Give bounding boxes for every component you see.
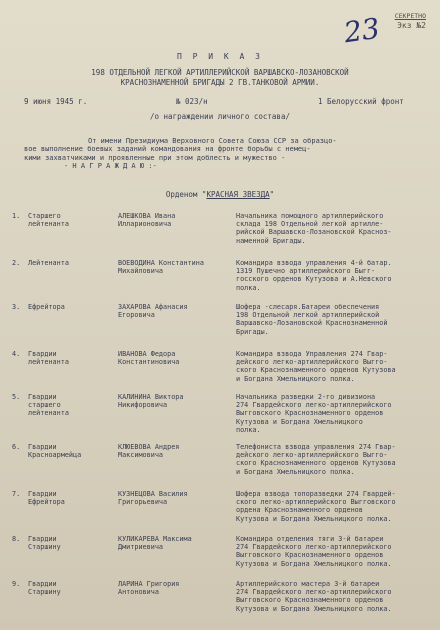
award-prefix: Орденом ": [165, 190, 207, 199]
secrecy-label: СЕКРЕТНО: [394, 12, 426, 20]
entry-description: Командира отделения тяги 3-й батареи 274 Гвардейского легко-артиллерийского Выгговского Краснознаменного орденов Кутузова и Богдана Хмельницкого полка.: [236, 535, 392, 568]
organization-line-1: 198 ОТДЕЛЬНОЙ ЛЕГКОЙ АРТИЛЛЕРИЙСКОЙ ВАРШАВСКО-ЛОЗАНОВСКОЙ: [91, 68, 349, 77]
entry-rank: Лейтенанта: [28, 259, 69, 267]
entry-name: КЛЮЕВОВА Андрея Максимовича: [118, 443, 180, 460]
order-subject: /о награждении личного состава/: [150, 112, 290, 121]
entry-name: КУЗНЕЦОВА Василия Григорьевича: [118, 490, 188, 507]
entry-number: 4.: [12, 350, 21, 358]
entry-number: 7.: [12, 490, 21, 498]
entry-description: Начальника разведки 2-го дивизиона 274 Гвардейского легко-артиллерийского Выгговского Краснознаменного орденов Кутузова и Богдана Хмельницкого полка.: [236, 393, 392, 434]
order-number: № 023/н: [176, 97, 208, 106]
entry-description: Командира взвода Управления 274 Гвар- дейского легко-артиллерийского Выгго- ского Краснознаменного орденов Кутузова и Богдана Хмельницкого полка.: [236, 350, 396, 383]
front-name: 1 Белорусский фронт: [318, 97, 404, 106]
entry-description: Начальника помощного артиллерийского склада 198 Отдельной легкой артилле- рийской Варшавско-Лозановской Красноз- наменной Бригады.: [236, 212, 392, 245]
intro-line: вое выполнение боевых заданий командования на фронте борьбы с немец-: [24, 145, 311, 154]
handwritten-page-number: 23: [342, 11, 383, 50]
entry-rank: Гвардии Ефрейтора: [28, 490, 65, 507]
intro-line: - Н А Г Р А Ж Д А Ю :-: [64, 162, 157, 171]
entry-rank: Гвардии Старшину: [28, 535, 61, 552]
entry-number: 6.: [12, 443, 21, 451]
entry-rank: Гвардии Старшину: [28, 580, 61, 597]
intro-line: кими захватчиками и проявленные при этом доблесть и мужество -: [24, 153, 286, 162]
entry-description: Командира взвода управления 4-й батар. 1319 Пушечно артиллерийского Быгг- госского орденов Кутузова и А.Невского полка.: [236, 259, 392, 292]
organization-line-2: КРАСНОЗНАМЕННОЙ БРИГАДЫ 2 ГВ.ТАНКОВОЙ АРМИИ.: [120, 78, 320, 87]
order-date: 9 июня 1945 г.: [24, 97, 88, 106]
entry-rank: Старшего лейтенанта: [28, 212, 69, 229]
entry-rank: Ефрейтора: [28, 303, 65, 311]
entry-number: 1.: [12, 212, 21, 220]
copy-number: Экз №2: [397, 21, 426, 30]
award-suffix: ": [269, 190, 275, 199]
entry-name: КАЛИНИНА Виктора Никифоровича: [118, 393, 184, 410]
entry-name: ИВАНОВА Федора Константиновича: [118, 350, 180, 367]
entry-number: 2.: [12, 259, 21, 267]
entry-name: ВОЕВОДИНА Константина Михайловича: [118, 259, 204, 276]
award-heading: [0, 190, 440, 199]
order-title: П Р И К А З: [177, 52, 263, 61]
entry-name: КУЛИКАРЕВА Максима Дмитриевича: [118, 535, 192, 552]
entry-description: Шофера взвода топоразведки 274 Гвардей- ского легко-артиллерийского Выгговского ордена Краснознаменного орденов Кутузова и Богдана Хмельницкого полка.: [236, 490, 396, 523]
award-name: КРАСНАЯ ЗВЕЗДА: [206, 190, 270, 199]
entry-rank: Гвардии Красноармейца: [28, 443, 82, 460]
intro-paragraph: [24, 137, 410, 171]
entry-number: 9.: [12, 580, 21, 588]
entry-rank: Гвардии лейтенанта: [28, 350, 69, 367]
entry-number: 5.: [12, 393, 21, 401]
intro-line: От имени Президиума Верховного Совета Союза ССР за образцо-: [88, 137, 337, 145]
entry-rank: Гвардии старшего лейтенанта: [28, 393, 69, 418]
entry-description: Телефониста взвода управления 274 Гвар- дейского легко-артиллерийского Выгго- ского Краснознаменного орденов Кутузова и Богдана Хмельницкого полка.: [236, 443, 396, 476]
entry-number: 8.: [12, 535, 21, 543]
entry-number: 3.: [12, 303, 21, 311]
entry-name: ЗАХАРОВА Афанасия Егоровича: [118, 303, 188, 320]
entry-description: Артиллерийского мастера 3-й батареи 274 Гвардейского легко-артиллерийского Выгговского Краснознаменного орденов Кутузова и Богдана Хмельницкого полка.: [236, 580, 392, 613]
entry-name: АЛЕШКОВА Ивана Илларионовича: [118, 212, 176, 229]
entry-name: ЛАРИНА Григория Антоновича: [118, 580, 180, 597]
entry-description: Шофера -слесаря.Батареи обеспечения 198 Отдельной легкой артиллерийской Варшавско-Лозановской Краснознаменной Бригады.: [236, 303, 388, 336]
secrecy-stamp: [395, 12, 426, 30]
